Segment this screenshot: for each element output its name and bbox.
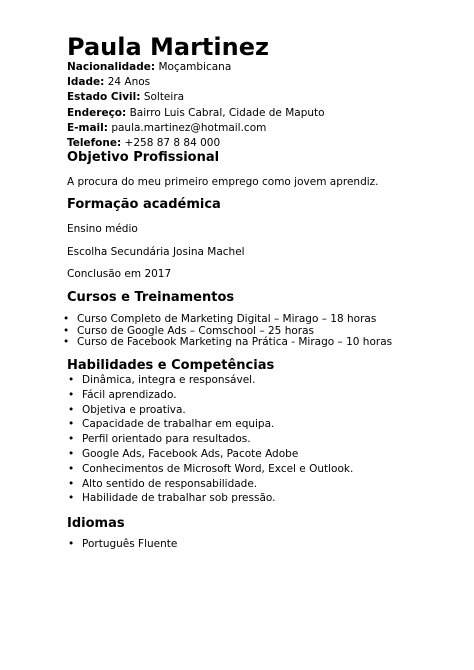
address-value: Bairro Luis Cabral, Cidade de Maputo: [129, 106, 325, 119]
address-label: Endereço:: [67, 106, 127, 119]
courses-heading: Cursos e Treinamentos: [67, 290, 235, 305]
education-school: Escolha Secundária Josina Machel: [67, 246, 245, 258]
languages-heading: Idiomas: [67, 516, 125, 531]
list-item: • Curso Completo de Marketing Digital – Mirago – 18 horas: [77, 314, 392, 326]
address-line: [67, 106, 325, 121]
email-line: [67, 121, 325, 136]
marital-status-label: Estado Civil:: [67, 91, 141, 104]
courses-list: [77, 314, 392, 349]
list-item: • Capacidade de trabalhar em equipa.: [82, 417, 353, 432]
personal-info: [67, 60, 325, 151]
nationality-value: Moçambicana: [158, 61, 232, 73]
marital-status-line: [67, 90, 325, 105]
education-heading: Formação académica: [67, 197, 221, 212]
education-level: Ensino médio: [67, 223, 138, 235]
education-completion: Conclusão em 2017: [67, 268, 172, 280]
list-item: • Fácil aprendizado.: [82, 388, 353, 403]
nationality-line: [67, 60, 325, 75]
phone-label: Telefone:: [67, 137, 122, 150]
list-item: • Português Fluente: [82, 537, 177, 552]
list-item: • Alto sentido de responsabilidade.: [82, 477, 353, 492]
nationality-label: Nacionalidade:: [67, 61, 156, 73]
skills-heading: Habilidades e Competências: [67, 358, 275, 373]
candidate-name: Paula Martinez: [67, 33, 269, 61]
objective-heading: Objetivo Profissional: [67, 150, 220, 165]
email-label: E-mail:: [67, 121, 108, 134]
list-item: • Conhecimentos de Microsoft Word, Excel e Outlook.: [82, 462, 353, 477]
marital-status-value: Solteira: [143, 91, 185, 104]
list-item: • Objetiva e proativa.: [82, 403, 353, 418]
list-item: • Curso de Google Ads – Comschool – 25 horas: [77, 326, 392, 338]
languages-list: [82, 537, 177, 552]
objective-text: A procura do meu primeiro emprego como jovem aprendiz.: [67, 176, 379, 188]
list-item: • Dinâmica, integra e responsável.: [82, 373, 353, 388]
list-item: • Perfil orientado para resultados.: [82, 432, 353, 447]
age-line: [67, 75, 325, 90]
list-item: • Habilidade de trabalhar sob pressão.: [82, 491, 353, 506]
list-item: • Google Ads, Facebook Ads, Pacote Adobe: [82, 447, 353, 462]
skills-list: [82, 373, 353, 506]
list-item: • Curso de Facebook Marketing na Prática - Mirago – 10 horas: [77, 337, 392, 349]
email-value: paula.martinez@hotmail.com: [111, 121, 267, 134]
age-label: Idade:: [67, 76, 105, 89]
phone-value: +258 87 8 84 000: [124, 137, 221, 150]
age-value: 24 Anos: [107, 76, 151, 89]
